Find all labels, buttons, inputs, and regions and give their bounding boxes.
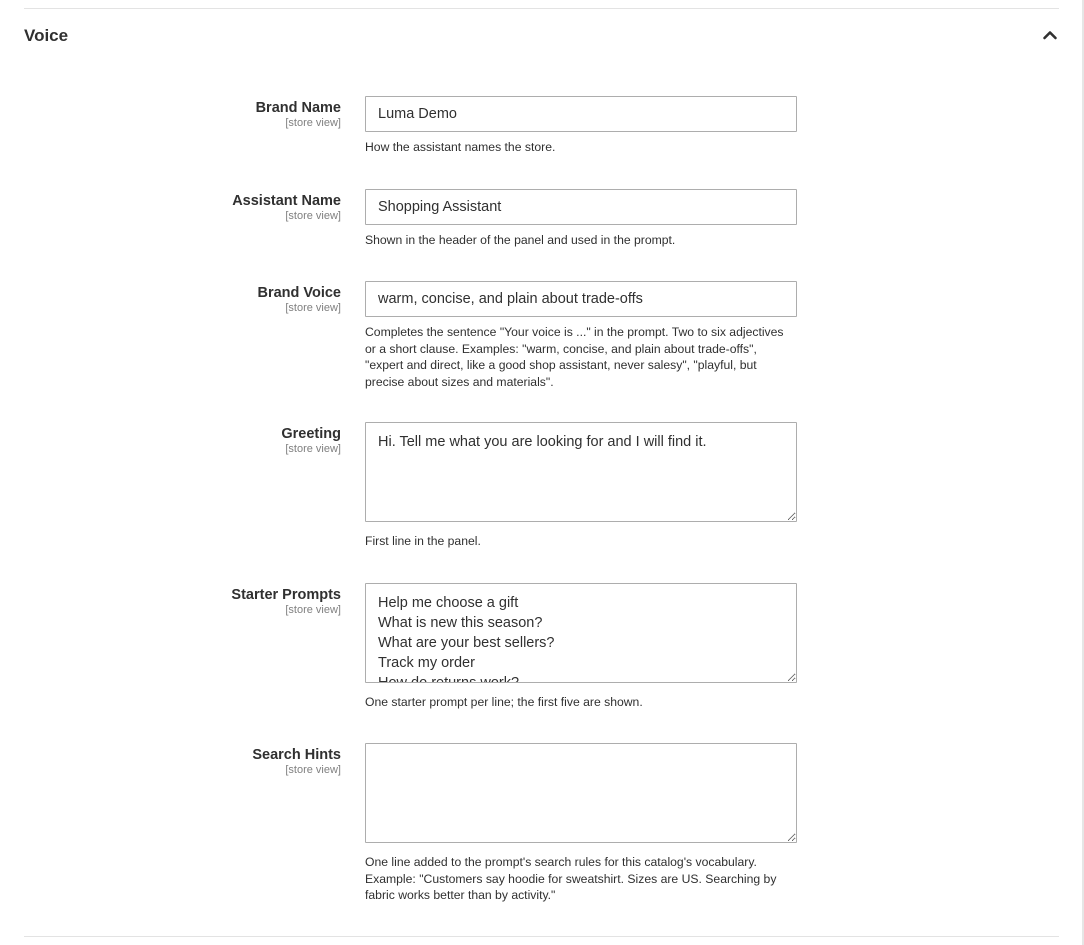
voice-section-header[interactable] [24, 22, 1059, 50]
brand-voice-scope: [store view] [285, 302, 341, 314]
greeting-label: Greeting [281, 426, 341, 442]
search-hints-scope: [store view] [285, 764, 341, 776]
search-hints-label-block [41, 747, 341, 777]
brand-voice-note: Completes the sentence "Your voice is ..." in the prompt. Two to six adjectives or a short clause. Examples: "warm, concise, and plain about trade-offs", "expert and direct, like a good shop assistant, never salesy", "playful, but precise about sizes and materials". [365, 325, 784, 389]
brand-name-note: How the assistant names the store. [365, 140, 556, 154]
greeting-note: First line in the panel. [365, 534, 481, 548]
greeting-scope: [store view] [285, 443, 341, 455]
starter-prompts-note: One starter prompt per line; the first five are shown. [365, 695, 643, 709]
brand-voice-label: Brand Voice [257, 285, 341, 301]
search-hints-label: Search Hints [252, 747, 341, 763]
assistant-name-label-block [41, 193, 341, 223]
chevron-up-icon[interactable] [1041, 26, 1059, 44]
brand-voice-input[interactable] [365, 281, 797, 317]
brand-name-input[interactable] [365, 96, 797, 132]
assistant-name-label: Assistant Name [232, 193, 341, 209]
section-title: Voice [24, 26, 69, 45]
section-divider-bottom [24, 936, 1059, 937]
starter-prompts-textarea[interactable] [365, 583, 797, 683]
search-hints-textarea[interactable] [365, 743, 797, 843]
brand-name-scope: [store view] [285, 117, 341, 129]
starter-prompts-label-block [41, 587, 341, 617]
assistant-name-scope: [store view] [285, 210, 341, 222]
starter-prompts-scope: [store view] [285, 604, 341, 616]
section-divider-top [24, 8, 1059, 9]
greeting-textarea[interactable] [365, 422, 797, 522]
assistant-name-input[interactable] [365, 189, 797, 225]
brand-name-label: Brand Name [255, 100, 341, 116]
starter-prompts-label: Starter Prompts [231, 587, 341, 603]
search-hints-note: One line added to the prompt's search rules for this catalog's vocabulary. Example: "Customers say hoodie for sweatshirt. Sizes are US. Searching by fabric works better than by activity." [365, 855, 777, 902]
assistant-name-note: Shown in the header of the panel and used in the prompt. [365, 233, 676, 247]
brand-voice-label-block [41, 285, 341, 315]
brand-name-label-block [41, 100, 341, 130]
greeting-label-block [41, 426, 341, 456]
